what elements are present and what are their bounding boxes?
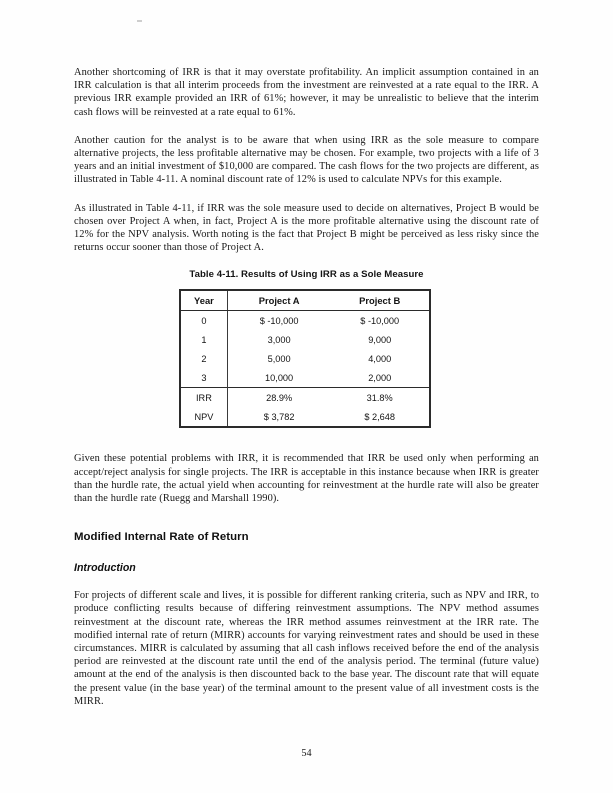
table-row: [181, 349, 429, 368]
cell-project-a: 10,000: [265, 372, 294, 383]
paragraph-irr-overstates-profitability: Another shortcoming of IRR is that it may overstate profitability. An implicit assumption contained in an IRR calculation is that all interim proceeds from the investment are reinvested at a rate equal to the IRR. A previous IRR example provided an IRR of 61%; however, it may be unrealistic to believe that the interim cash flows will be reinvested at a rate equal to 61%.: [74, 67, 539, 118]
paragraph-sole-measure-caution: Another caution for the analyst is to be aware that when using IRR as the sole measure to compare alternative projects, the less profitable alternative may be chosen. For example, two projects with a life of 3 years and an initial investment of $10,000 are compared. The cash flows for the two projects are different, as illustrated in Table 4-11. A nominal discount rate of 12% is used to calculate NPVs for this example.: [74, 134, 539, 186]
cell-project-a: $ -10,000: [259, 315, 299, 326]
cell-project-b: 2,000: [368, 372, 392, 383]
table-row-irr: [181, 388, 429, 408]
table-row: [181, 330, 429, 349]
cell-project-b: 9,000: [368, 334, 392, 345]
page-number: 54: [301, 748, 312, 759]
table-header-row: [181, 291, 429, 311]
column-header-project-a: Project A: [227, 291, 330, 311]
page-content: [74, 66, 539, 723]
cell-project-b: 4,000: [368, 353, 392, 364]
cell-project-b: $ 2,648: [364, 411, 396, 422]
column-header-year: Year: [181, 291, 227, 311]
sub-heading-introduction: Introduction: [74, 562, 136, 575]
cell-project-a: $ 3,782: [263, 411, 295, 422]
paragraph-mirr-introduction: For projects of different scale and lives, it is possible for different ranking criteria, such as NPV and IRR, to produce conflicting results because of differing reinvestment assumptions. The NPV method assumes reinvestment at the discount rate, whereas the IRR method assumes reinvestment at the IRR rate. The modified internal rate of return (MIRR) accounts for varying reinvestment rates and should be used in these circumstances. MIRR is calculated by assuming that all cash inflows received before the end of the analysis period are reinvested at the discount rate until the end of the analysis period. The terminal (future value) amount at the end of the analysis is then discounted back to the base year. The discount rate that will equate the present value (in the base year) of the terminal amount to the present value of all investment costs is the MIRR.: [74, 590, 539, 707]
table-row: [181, 368, 429, 388]
cell-project-a: 5,000: [267, 353, 291, 364]
cell-project-b: 31.8%: [330, 388, 429, 408]
cell-metric-label: NPV: [181, 407, 227, 426]
irr-results-table: [179, 289, 431, 428]
table-caption: Table 4-11. Results of Using IRR as a Sole Measure: [189, 269, 424, 281]
table-row: [181, 311, 429, 331]
cell-year: 1: [181, 330, 227, 349]
cell-year: 2: [181, 349, 227, 368]
section-heading-mirr: Modified Internal Rate of Return: [74, 531, 249, 544]
column-header-project-b: Project B: [330, 291, 429, 311]
paragraph-project-comparison: As illustrated in Table 4-11, if IRR was the sole measure used to decide on alternatives, Project B would be chosen over Project A when, in fact, Project A is the more profitable alternative using the discount rate of 12% for the NPV analysis. Worth noting is the fact that Project B might be perceived as less risky since the returns occur sooner than those of Project A.: [74, 202, 539, 254]
cell-project-a: 3,000: [267, 334, 291, 345]
paragraph-irr-recommendation: Given these potential problems with IRR, it is recommended that IRR be used only when performing an accept/reject analysis for single projects. The IRR is acceptable in this instance because when IRR is greater than the hurdle rate, the actual yield when accounting for reinvestment at the hurdle rate will also be greater than the hurdle rate (Ruegg and Marshall 1990).: [74, 453, 539, 505]
cell-year: 3: [181, 368, 227, 388]
cell-project-a: 28.9%: [227, 388, 330, 408]
table-row-npv: [181, 407, 429, 426]
cell-project-b: $ -10,000: [360, 315, 400, 326]
cell-metric-label: IRR: [181, 388, 227, 408]
scan-artifact: [137, 20, 142, 22]
cell-year: 0: [181, 311, 227, 331]
